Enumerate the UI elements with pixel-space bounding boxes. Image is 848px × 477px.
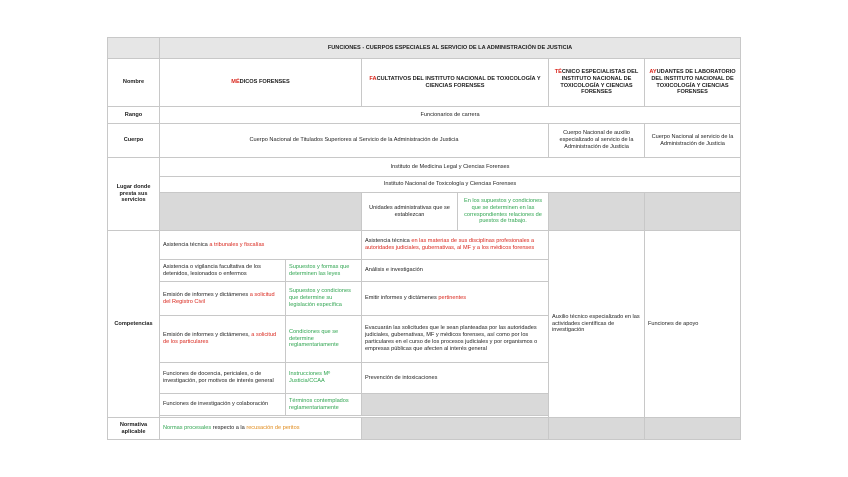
lugar-unidades: Unidades administrativas que se establezcan — [362, 193, 458, 231]
row-label-nombre: Nombre — [108, 59, 160, 107]
lugar-intcf: Instituto Nacional de Toxicología y Ciencias Forenses — [160, 177, 741, 193]
normativa-facultativos — [362, 418, 549, 440]
cuerpo-titulados: Cuerpo Nacional de Titulados Superiores al Servicio de la Administración de Justicia — [160, 124, 549, 158]
comp-med-cond-3: Supuestos y condiciones que determine su legislación específica — [286, 282, 362, 316]
lugar-empty-ayudantes — [645, 193, 741, 231]
corner-cell — [108, 38, 160, 59]
comp-fac-row-3: Emitir informes y dictámenes pertinentes — [362, 282, 549, 316]
lugar-empty-medicos — [160, 193, 362, 231]
comp-fac-row-4: Evacuarán las solicitudes que le sean planteadas por las autoridades judiciales, gubernativas, MF y médicos forenses, así como por los particulares en el curso de los procesos judiciales y por organismos o empresas públicas que afecten al interés general — [362, 316, 549, 363]
comp-med-row-3: Emisión de informes y dictámenes a solicitud del Registro Civil — [160, 282, 286, 316]
comp-med-cond-2: Supuestos y formas que determinen las leyes — [286, 260, 362, 282]
comp-tecnicos: Auxilio técnico especializado en las actividades científicas de investigación — [549, 231, 645, 418]
comp-med-row-2: Asistencia o vigilancia facultativa de los detenidos, lesionados o enfermos — [160, 260, 286, 282]
row-label-lugar: Lugar donde presta sus servicios — [108, 158, 160, 231]
comp-med-row-6: Funciones de investigación y colaboración — [160, 394, 286, 416]
cuerpo-auxilio: Cuerpo Nacional de auxilio especializado al servicio de la Administración de Justicia — [549, 124, 645, 158]
normativa-ayudantes — [645, 418, 741, 440]
comp-fac-row-2: Análisis e investigación — [362, 260, 549, 282]
lugar-empty-tecnicos — [549, 193, 645, 231]
row-label-cuerpo: Cuerpo — [108, 124, 160, 158]
col-tecnicos: TÉCNICO ESPECIALISTAS DEL INSTITUTO NACIONAL DE TOXICOLOGÍA Y CIENCIAS FORENSES — [549, 59, 645, 107]
comp-fac-row-5: Prevención de intoxicaciones — [362, 363, 549, 394]
comp-med-row-1: Asistencia técnica a tribunales y fiscalías — [160, 231, 362, 260]
row-label-normativa: Normativa aplicable — [108, 418, 160, 440]
comp-med-cond-4: Condiciones que se determine reglamentariamente — [286, 316, 362, 363]
table-title: FUNCIONES - CUERPOS ESPECIALES AL SERVICIO DE LA ADMINISTRACIÓN DE JUSTICIA — [160, 38, 741, 59]
col-facultativos: FACULTATIVOS DEL INSTITUTO NACIONAL DE TOXICOLOGÍA Y CIENCIAS FORENSES — [362, 59, 549, 107]
normativa-tecnicos — [549, 418, 645, 440]
comp-fac-row-1: Asistencia técnica en las materias de sus disciplinas profesionales a autoridades judiciales, gubernativas, al MF y a los médicos forenses — [362, 231, 549, 260]
comp-med-row-5: Funciones de docencia, periciales, o de investigación, por motivos de interés general — [160, 363, 286, 394]
comp-med-row-4: Emisión de informes y dictámenes, a solicitud de los particulares — [160, 316, 286, 363]
comp-ayudantes: Funciones de apoyo — [645, 231, 741, 418]
comp-med-cond-6: Términos contemplados reglamentariamente — [286, 394, 362, 416]
rango-value: Funcionarios de carrera — [160, 107, 741, 124]
comp-med-cond-5: Instrucciones Mº Justicia/CCAA — [286, 363, 362, 394]
comp-fac-empty — [362, 394, 549, 416]
functions-table — [107, 37, 741, 440]
col-medicos-forenses: MÉDICOS FORENSES — [160, 59, 362, 107]
col-ayudantes: AYUDANTES DE LABORATORIO DEL INSTITUTO NACIONAL DE TOXICOLOGÍA Y CIENCIAS FORENSES — [645, 59, 741, 107]
normativa-medicos: Normas procesales respecto a la recusación de peritos — [160, 418, 362, 440]
lugar-supuestos: En los supuestos y condiciones que se determinen en las correspondientes relaciones de puestos de trabajo. — [458, 193, 549, 231]
row-label-competencias: Competencias — [108, 231, 160, 418]
cuerpo-servicio: Cuerpo Nacional al servicio de la Administración de Justicia — [645, 124, 741, 158]
row-label-rango: Rango — [108, 107, 160, 124]
lugar-imlcf: Instituto de Medicina Legal y Ciencias Forenses — [160, 158, 741, 177]
